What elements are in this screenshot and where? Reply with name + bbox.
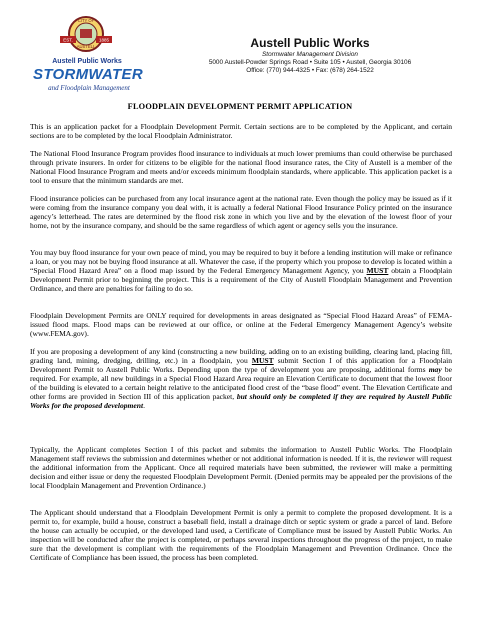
p4-part-a: You may buy flood insurance for your own peace of mind, you may be required to buy it before a lending institution will make or refinance a loan, or you may not be buying flood insurance at all. Whatever the case, if the property which you propose to develop is located within a “Special Flood Hazard Area” on a flood map issued by the Federal Emergency Management Agency, you	[30, 248, 452, 275]
paragraph-insurance	[30, 194, 452, 230]
paragraph-intro	[30, 122, 452, 140]
p6-part-a: If you are proposing a development of any kind (constructing a new building, adding on to an existing building, clearing land, placing fill, grading land, mining, dredging, drilling, etc.) in a floodplain, you	[30, 347, 452, 365]
city-seal-icon	[58, 14, 114, 52]
p6-must-emphasis: MUST	[251, 356, 274, 365]
p6-part-c: be required. For example, all new buildings in a Special Flood Hazard Area require an Elevation Certificate to document that the lowest floor of the building is elevated to a certain height relative to the anticipated flood crest of the “base flood” event. The Elevation Certificate and other forms are provided in Section III of this application packet,	[30, 365, 452, 401]
address-line: 5000 Austell-Powder Springs Road • Suite 105 • Austell, Georgia 30106	[208, 59, 412, 66]
division-name: Stormwater Management Division	[262, 51, 358, 58]
seal-name-text: AUSTELL	[76, 44, 96, 49]
paragraph-development	[30, 347, 452, 410]
p6-part-d: .	[143, 401, 145, 410]
logo-line-1: Austell Public Works	[52, 58, 122, 65]
org-name: Austell Public Works	[250, 36, 370, 50]
paragraph-4-text	[30, 248, 452, 293]
logo-line-2: STORMWATER	[33, 66, 143, 83]
paragraph-1-text: This is an application packet for a Floodplain Development Permit. Certain sections are to be completed by the Applicant, and certain sections are to be completed by the local Floodplain Administrator.	[30, 122, 452, 140]
seal-year-right: 1885	[98, 37, 110, 43]
paragraph-nfip	[30, 149, 452, 185]
document-title: FLOODPLAIN DEVELOPMENT PERMIT APPLICATION	[127, 102, 353, 111]
paragraph-5-text: Floodplain Development Permits are ONLY required for developments in areas designated as “Special Flood Hazard Areas” of FEMA-issued flood maps. Flood maps can be reviewed at our office, or online at the Federal Emergency Management Agency’s website (www.FEMA.gov).	[30, 311, 452, 338]
paragraph-3-text: Flood insurance policies can be purchased from any local insurance agent at the national rate. Even though the policy may be issued as if it were coming from the insurance company you deal with, it is actually a federal National Flood Insurance Policy printed on the insurance agency’s letterhead. The rates are determined by the flood risk zone in which you live and by the elevation of the lowest floor of your home, not by the insurance company, and should be the same regardless of which agent or agency sells you the insurance.	[30, 194, 452, 230]
stormwater-logo	[30, 14, 142, 94]
seal-top-text: CITY OF	[77, 18, 95, 23]
p6-bold-italic: but should only be completed if they are required by Austell Public Works for the proposed development	[30, 392, 452, 410]
p6-part-b: submit Section I of this application for a Floodplain Development Permit to Austell Public Works. Depending upon the type of development you are proposing, additional forms	[30, 356, 452, 374]
phone-line: Office: (770) 944-4325 • Fax: (678) 264-1522	[246, 67, 374, 74]
p4-part-b: obtain a Floodplain Development Permit prior to beginning the project. This is a requirement of the City of Austell Floodplain Management and Prevention Ordinance, and there are penalties for failing to do so.	[30, 266, 452, 293]
paragraph-7-text: Typically, the Applicant completes Section I of this packet and submits the information to Austell Public Works. The Floodplain Management staff reviews the submission and determines whether or not additional information is needed. If it is, the reviewer will request the additional information from the Applicant. Once all required materials have been submitted, the reviewer will make a permitting decision and either issue or deny the requested Floodplain Development Permit. (Denied permits may be appealed per the provisions of the local Floodplain Management and Prevention Ordinance.)	[30, 445, 452, 490]
paragraph-requirement	[30, 248, 452, 293]
paragraph-6-text	[30, 347, 452, 410]
p4-must-emphasis: MUST	[366, 266, 389, 275]
seal-year-left: EST.	[63, 37, 73, 43]
letterhead	[160, 36, 460, 75]
p6-may-emphasis: may	[428, 365, 442, 374]
paragraph-compliance	[30, 508, 452, 562]
paragraph-2-text: The National Flood Insurance Program provides flood insurance to individuals at much lower premiums than could otherwise be purchased through private insurers. In order for citizens to be eligible for the national flood insurance rates, the City of Austell is a member of the National Flood Insurance Program and meets and/or exceeds minimum floodplain standards, where applicable. This application packet is a tool to ensure that the minimum standards are met.	[30, 149, 452, 185]
paragraph-8-text: The Applicant should understand that a Floodplain Development Permit is only a permit to complete the proposed development. It is a permit to, for example, build a house, construct a baseball field, install a drainage ditch or septic system or grade a parcel of land. Before the house can actually be occupied, or the developed land used, a Certificate of Compliance must be issued by Austell Public Works. An inspection will be conducted after the project is completed, or perhaps several inspections throughout the progress of the project, to make sure that the development is compliant with the requirements of the Floodplain Management and Prevention Ordinance. Once the Certificate of Compliance has been issued, the process has been completed.	[30, 508, 452, 562]
paragraph-process	[30, 445, 452, 490]
logo-line-3: and Floodplain Management	[48, 84, 130, 92]
paragraph-fema	[30, 311, 452, 338]
